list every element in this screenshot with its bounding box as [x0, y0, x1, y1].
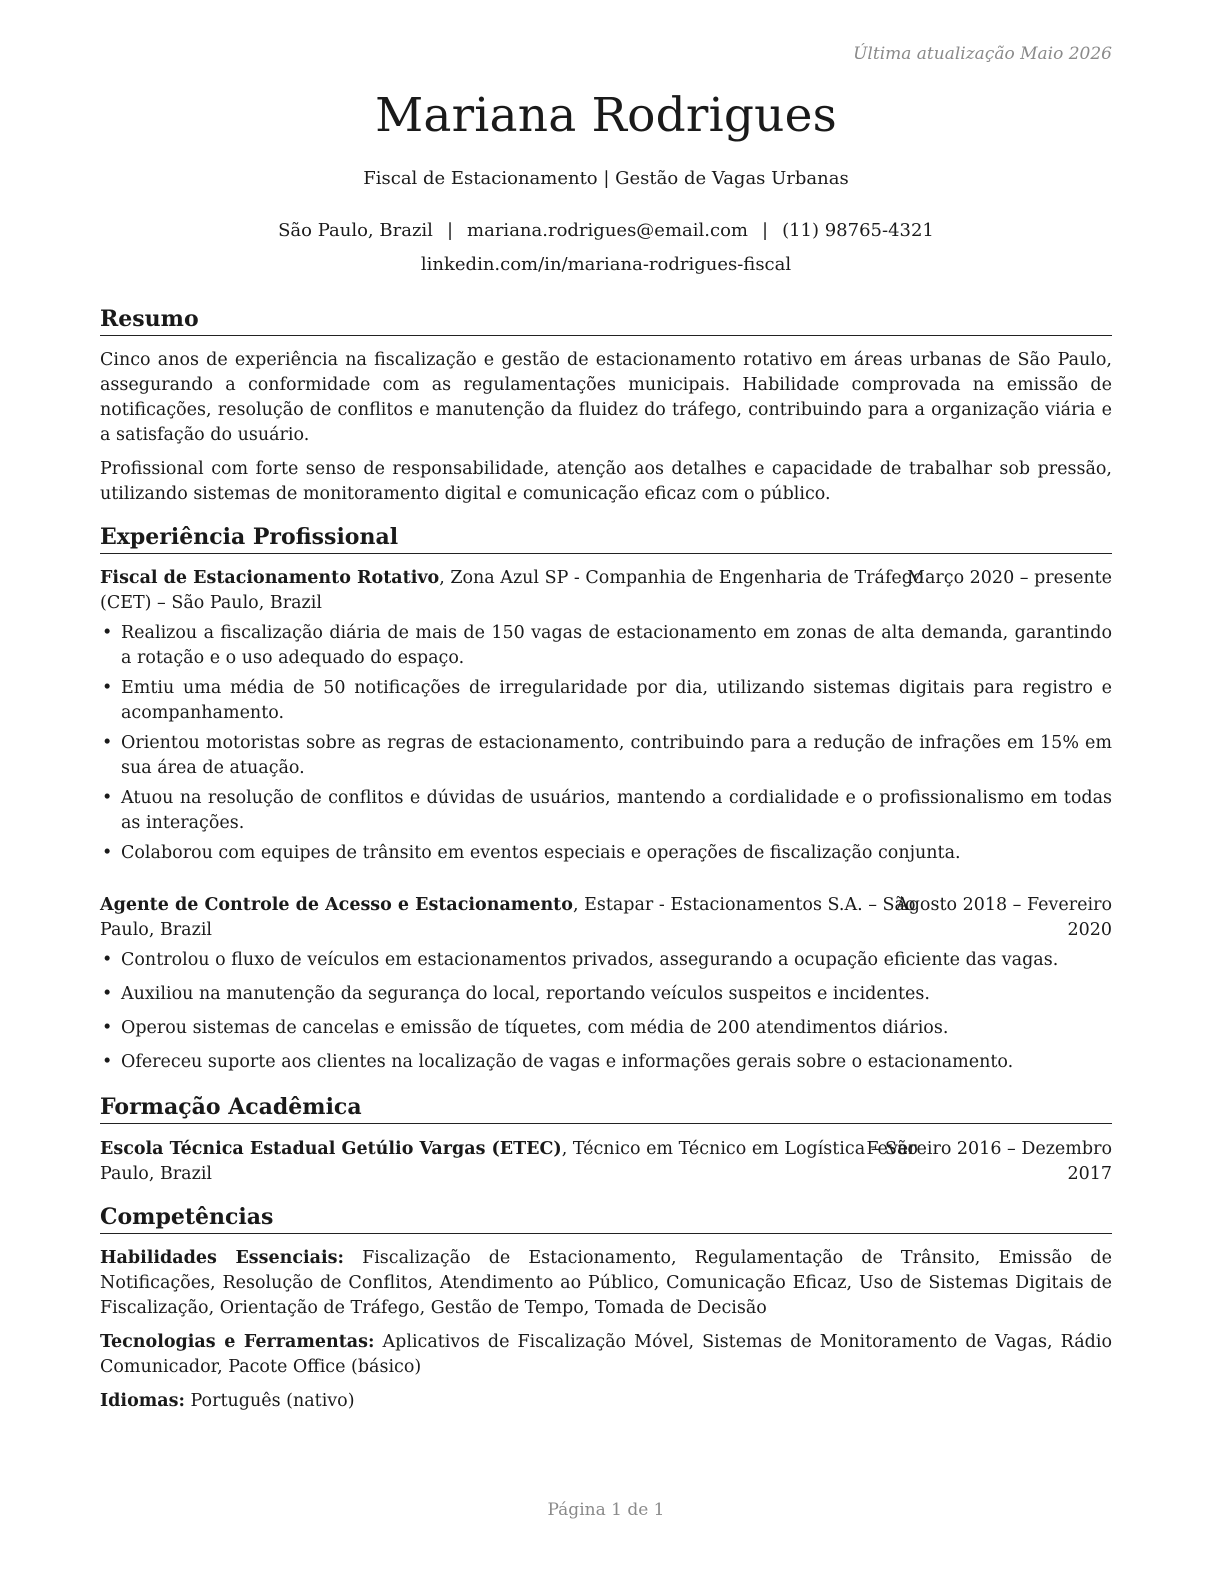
page-number: Página 1 de 1 — [547, 1500, 665, 1520]
candidate-name: Mariana Rodrigues — [375, 88, 837, 143]
job-org: , Estapar - Estacionamentos S.A. – São — [572, 895, 916, 915]
job-bullets-2 — [100, 948, 1112, 1075]
skills-group: Habilidades Essenciais: Fiscalização de Estacionamento, Regulamentação de Trânsito, Emissão de Notificações, Resolução de Conflitos, Atendimento ao Público, Comunicação Eficaz, Uso de Sistemas Digitais de Fiscalização, Orientação de Tráfego, Gestão de Tempo, Tomada de Decisão — [100, 1248, 1112, 1318]
job-org-continued: Paulo, Brazil — [100, 920, 213, 940]
job-org: , Zona Azul SP - Companhia de Engenharia de Tráfego — [439, 568, 924, 588]
candidate-subtitle: Fiscal de Estacionamento | Gestão de Vagas Urbanas — [363, 168, 849, 189]
job-org-continued: (CET) – São Paulo, Brazil — [100, 593, 322, 613]
list-item: • Colaborou com equipes de trânsito em eventos especiais e operações de fiscalização conjunta. — [102, 843, 961, 863]
separator: | — [761, 220, 769, 241]
summary-paragraph-2: Profissional com forte senso de responsabilidade, atenção aos detalhes e capacidade de trabalhar sob pressão, utilizando sistemas de monitoramento digital e comunicação eficaz com o público. — [100, 459, 1112, 504]
school-name: Escola Técnica Estadual Getúlio Vargas (ETEC) — [100, 1139, 562, 1159]
resume-page — [100, 0, 1112, 1584]
job-header-1 — [100, 566, 1112, 616]
section-title-education: Formação Acadêmica — [100, 1092, 1112, 1124]
skills-group: Tecnologias e Ferramentas: Aplicativos de Fiscalização Móvel, Sistemas de Monitoramento de Vagas, Rádio Comunicador, Pacote Office (básico) — [100, 1332, 1113, 1377]
last-updated: Última atualização Maio 2026 — [853, 44, 1112, 64]
education-entry — [100, 1137, 1112, 1187]
section-title-skills: Competências — [100, 1202, 1112, 1234]
job-role: Agente de Controle de Acesso e Estacionamento — [100, 895, 573, 915]
education-date: Fevereiro 2016 – Dezembro 2017 — [866, 1139, 1112, 1184]
list-item: • Emtiu uma média de 50 notificações de irregularidade por dia, utilizando sistemas digitais para registro e acompanhamento. — [102, 678, 1112, 723]
skills-group: Idiomas: Português (nativo) — [100, 1391, 355, 1411]
separator: | — [446, 220, 454, 241]
email-link[interactable]: mariana.rodrigues@email.com — [467, 220, 748, 241]
job-date: Março 2020 – presente — [907, 568, 1112, 588]
list-item: • Operou sistemas de cancelas e emissão de tíquetes, com média de 200 atendimentos diários. — [102, 1018, 949, 1038]
contact-line — [100, 220, 1112, 241]
list-item: • Orientou motoristas sobre as regras de estacionamento, contribuindo para a redução de infrações em 15% em sua área de atuação. — [102, 733, 1112, 778]
location: São Paulo, Brazil — [278, 220, 433, 241]
summary-paragraph-1: Cinco anos de experiência na fiscalização e gestão de estacionamento rotativo em áreas urbanas de São Paulo, assegurando a conformidade com as regulamentações municipais. Habilidade comprovada na emissão de notificações, resolução de conflitos e manutenção da fluidez do tráfego, contribuindo para a organização viária e a satisfação do usuário. — [100, 350, 1112, 445]
list-item: • Realizou a fiscalização diária de mais de 150 vagas de estacionamento em zonas de alta demanda, garantindo a rotação e o uso adequado do espaço. — [102, 623, 1112, 668]
list-item: • Atuou na resolução de conflitos e dúvidas de usuários, mantendo a cordialidade e o profissionalismo em todas as interações. — [102, 788, 1112, 833]
job-bullets-1 — [100, 621, 1112, 866]
list-item: • Controlou o fluxo de veículos em estacionamentos privados, assegurando a ocupação eficiente das vagas. — [102, 950, 1059, 970]
phone: (11) 98765-4321 — [782, 220, 934, 241]
section-title-experience: Experiência Profissional — [100, 522, 1112, 554]
section-title-summary: Resumo — [100, 304, 1112, 336]
course: , Técnico em Técnico em Logística – São — [561, 1139, 918, 1159]
list-item: • Ofereceu suporte aos clientes na localização de vagas e informações gerais sobre o estacionamento. — [102, 1052, 1014, 1072]
job-date: Agosto 2018 – Fevereiro 2020 — [896, 895, 1112, 940]
list-item: • Auxiliou na manutenção da segurança do local, reportando veículos suspeitos e incidentes. — [102, 984, 930, 1004]
job-header-2 — [100, 893, 1112, 943]
linkedin-link[interactable]: linkedin.com/in/mariana-rodrigues-fiscal — [420, 254, 792, 275]
school-location: Paulo, Brazil — [100, 1164, 213, 1184]
job-role: Fiscal de Estacionamento Rotativo — [100, 568, 440, 588]
